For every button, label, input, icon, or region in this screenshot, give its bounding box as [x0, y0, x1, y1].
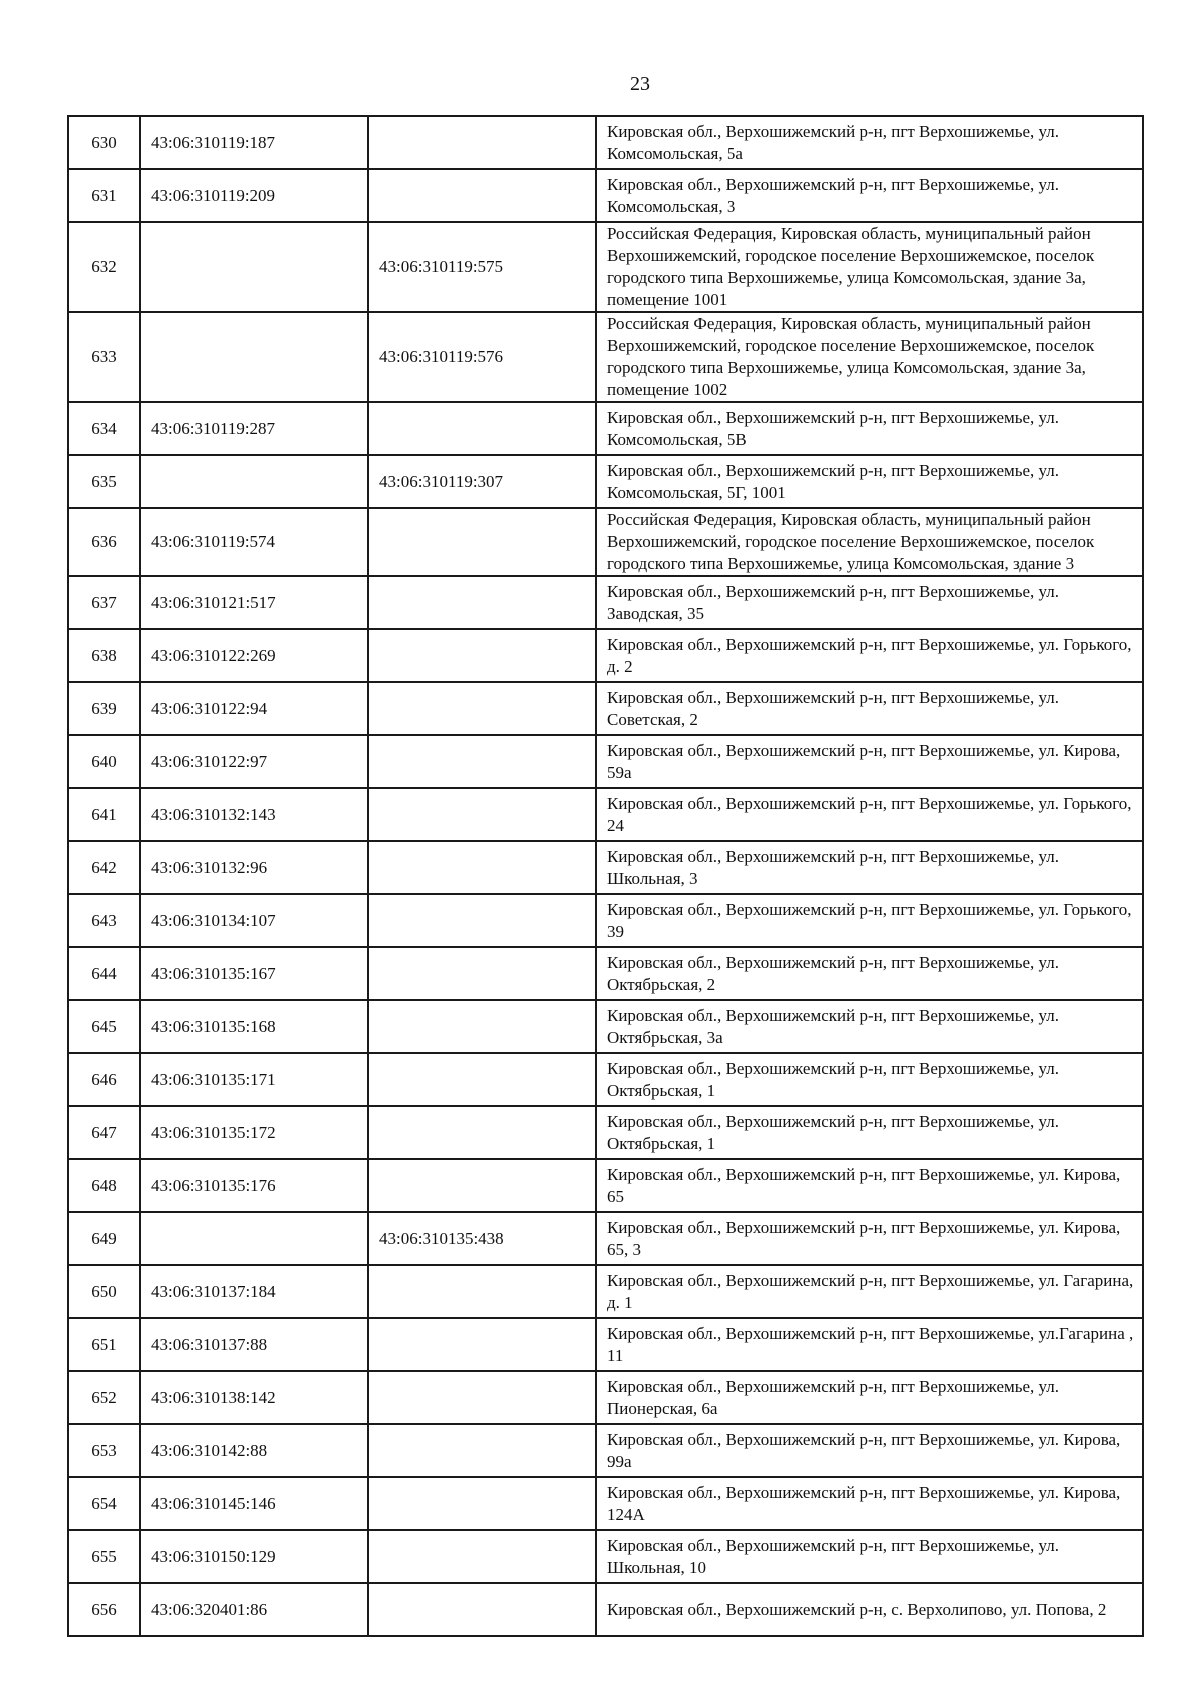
- row-number: 652: [68, 1371, 140, 1424]
- object-cadastral-number: [368, 894, 596, 947]
- page-number: 23: [630, 73, 650, 95]
- object-cadastral-number: [368, 788, 596, 841]
- table-row: [68, 576, 1143, 629]
- land-cadastral-number: 43:06:310138:142: [140, 1371, 368, 1424]
- table-row: [68, 1371, 1143, 1424]
- row-number: 644: [68, 947, 140, 1000]
- object-cadastral-number: [368, 402, 596, 455]
- row-number: 633: [68, 312, 140, 402]
- address-cell: Кировская обл., Верхошижемский р-н, пгт Верхошижемье, ул. Горького, д. 2: [596, 629, 1143, 682]
- table-row: [68, 1318, 1143, 1371]
- address-cell: Российская Федерация, Кировская область, муниципальный район Верхошижемский, городское поселение Верхошижемское, поселок городского типа Верхошижемье, улица Комсомольская, здание 3а, помещение 1001: [596, 222, 1143, 312]
- table-row: [68, 508, 1143, 576]
- land-cadastral-number: 43:06:310137:184: [140, 1265, 368, 1318]
- object-cadastral-number: [368, 169, 596, 222]
- row-number: 645: [68, 1000, 140, 1053]
- table-row: [68, 629, 1143, 682]
- table-row: [68, 1212, 1143, 1265]
- object-cadastral-number: [368, 1000, 596, 1053]
- row-number: 636: [68, 508, 140, 576]
- address-cell: Кировская обл., Верхошижемский р-н, пгт Верхошижемье, ул. Октябрьская, 1: [596, 1053, 1143, 1106]
- table-row: [68, 1477, 1143, 1530]
- land-cadastral-number: 43:06:310134:107: [140, 894, 368, 947]
- row-number: 635: [68, 455, 140, 508]
- land-cadastral-number: 43:06:310135:176: [140, 1159, 368, 1212]
- row-number: 639: [68, 682, 140, 735]
- registry-table-body: [68, 116, 1143, 1636]
- row-number: 631: [68, 169, 140, 222]
- object-cadastral-number: [368, 735, 596, 788]
- land-cadastral-number: 43:06:310132:96: [140, 841, 368, 894]
- land-cadastral-number: 43:06:310137:88: [140, 1318, 368, 1371]
- address-cell: Кировская обл., Верхошижемский р-н, пгт Верхошижемье, ул. Октябрьская, 1: [596, 1106, 1143, 1159]
- object-cadastral-number: [368, 682, 596, 735]
- row-number: 638: [68, 629, 140, 682]
- object-cadastral-number: [368, 1106, 596, 1159]
- row-number: 634: [68, 402, 140, 455]
- object-cadastral-number: [368, 1159, 596, 1212]
- land-cadastral-number: 43:06:310150:129: [140, 1530, 368, 1583]
- row-number: 651: [68, 1318, 140, 1371]
- row-number: 642: [68, 841, 140, 894]
- address-cell: Кировская обл., Верхошижемский р-н, пгт Верхошижемье, ул. Советская, 2: [596, 682, 1143, 735]
- address-cell: Кировская обл., Верхошижемский р-н, пгт Верхошижемье, ул. Октябрьская, 2: [596, 947, 1143, 1000]
- address-cell: Кировская обл., Верхошижемский р-н, пгт Верхошижемье, ул. Октябрьская, 3а: [596, 1000, 1143, 1053]
- land-cadastral-number: 43:06:310119:209: [140, 169, 368, 222]
- row-number: 656: [68, 1583, 140, 1636]
- address-cell: Кировская обл., Верхошижемский р-н, пгт Верхошижемье, ул. Заводская, 35: [596, 576, 1143, 629]
- land-cadastral-number: 43:06:310132:143: [140, 788, 368, 841]
- row-number: 641: [68, 788, 140, 841]
- land-cadastral-number: 43:06:310135:171: [140, 1053, 368, 1106]
- land-cadastral-number: 43:06:310122:269: [140, 629, 368, 682]
- address-cell: Российская Федерация, Кировская область, муниципальный район Верхошижемский, городское поселение Верхошижемское, поселок городского типа Верхошижемье, улица Комсомольская, здание 3: [596, 508, 1143, 576]
- object-cadastral-number: [368, 576, 596, 629]
- table-row: [68, 1000, 1143, 1053]
- row-number: 655: [68, 1530, 140, 1583]
- table-row: [68, 788, 1143, 841]
- address-cell: Кировская обл., Верхошижемский р-н, пгт Верхошижемье, ул. Школьная, 3: [596, 841, 1143, 894]
- table-row: [68, 1583, 1143, 1636]
- registry-table: [67, 115, 1144, 1637]
- land-cadastral-number: 43:06:310119:287: [140, 402, 368, 455]
- land-cadastral-number: 43:06:310119:574: [140, 508, 368, 576]
- address-cell: Российская Федерация, Кировская область, муниципальный район Верхошижемский, городское поселение Верхошижемское, поселок городского типа Верхошижемье, улица Комсомольская, здание 3а, помещение 1002: [596, 312, 1143, 402]
- land-cadastral-number: [140, 1212, 368, 1265]
- table-row: [68, 222, 1143, 312]
- row-number: 632: [68, 222, 140, 312]
- object-cadastral-number: [368, 629, 596, 682]
- object-cadastral-number: [368, 1530, 596, 1583]
- table-row: [68, 169, 1143, 222]
- object-cadastral-number: 43:06:310119:575: [368, 222, 596, 312]
- table-row: [68, 1159, 1143, 1212]
- land-cadastral-number: 43:06:320401:86: [140, 1583, 368, 1636]
- land-cadastral-number: 43:06:310122:94: [140, 682, 368, 735]
- row-number: 648: [68, 1159, 140, 1212]
- land-cadastral-number: 43:06:310121:517: [140, 576, 368, 629]
- table-row: [68, 894, 1143, 947]
- object-cadastral-number: 43:06:310119:576: [368, 312, 596, 402]
- land-cadastral-number: 43:06:310145:146: [140, 1477, 368, 1530]
- object-cadastral-number: [368, 1318, 596, 1371]
- address-cell: Кировская обл., Верхошижемский р-н, пгт Верхошижемье, ул. Комсомольская, 5а: [596, 116, 1143, 169]
- table-row: [68, 841, 1143, 894]
- land-cadastral-number: 43:06:310142:88: [140, 1424, 368, 1477]
- land-cadastral-number: 43:06:310135:168: [140, 1000, 368, 1053]
- table-row: [68, 1265, 1143, 1318]
- address-cell: Кировская обл., Верхошижемский р-н, с. Верхолипово, ул. Попова, 2: [596, 1583, 1143, 1636]
- object-cadastral-number: [368, 1265, 596, 1318]
- address-cell: Кировская обл., Верхошижемский р-н, пгт Верхошижемье, ул. Гагарина, д. 1: [596, 1265, 1143, 1318]
- object-cadastral-number: [368, 1583, 596, 1636]
- row-number: 653: [68, 1424, 140, 1477]
- object-cadastral-number: [368, 508, 596, 576]
- address-cell: Кировская обл., Верхошижемский р-н, пгт Верхошижемье, ул. Кирова, 65, 3: [596, 1212, 1143, 1265]
- row-number: 637: [68, 576, 140, 629]
- address-cell: Кировская обл., Верхошижемский р-н, пгт Верхошижемье, ул.Гагарина , 11: [596, 1318, 1143, 1371]
- address-cell: Кировская обл., Верхошижемский р-н, пгт Верхошижемье, ул. Кирова, 65: [596, 1159, 1143, 1212]
- row-number: 646: [68, 1053, 140, 1106]
- land-cadastral-number: [140, 455, 368, 508]
- table-row: [68, 312, 1143, 402]
- land-cadastral-number: 43:06:310135:172: [140, 1106, 368, 1159]
- table-row: [68, 402, 1143, 455]
- address-cell: Кировская обл., Верхошижемский р-н, пгт Верхошижемье, ул. Кирова, 124А: [596, 1477, 1143, 1530]
- table-row: [68, 1053, 1143, 1106]
- address-cell: Кировская обл., Верхошижемский р-н, пгт Верхошижемье, ул. Комсомольская, 5В: [596, 402, 1143, 455]
- land-cadastral-number: [140, 222, 368, 312]
- object-cadastral-number: [368, 116, 596, 169]
- row-number: 654: [68, 1477, 140, 1530]
- land-cadastral-number: 43:06:310119:187: [140, 116, 368, 169]
- object-cadastral-number: [368, 1477, 596, 1530]
- address-cell: Кировская обл., Верхошижемский р-н, пгт Верхошижемье, ул. Комсомольская, 5Г, 1001: [596, 455, 1143, 508]
- table-row: [68, 1424, 1143, 1477]
- table-row: [68, 735, 1143, 788]
- row-number: 640: [68, 735, 140, 788]
- address-cell: Кировская обл., Верхошижемский р-н, пгт Верхошижемье, ул. Горького, 24: [596, 788, 1143, 841]
- address-cell: Кировская обл., Верхошижемский р-н, пгт Верхошижемье, ул. Кирова, 99а: [596, 1424, 1143, 1477]
- row-number: 649: [68, 1212, 140, 1265]
- address-cell: Кировская обл., Верхошижемский р-н, пгт Верхошижемье, ул. Пионерская, 6а: [596, 1371, 1143, 1424]
- row-number: 650: [68, 1265, 140, 1318]
- table-row: [68, 455, 1143, 508]
- table-row: [68, 1530, 1143, 1583]
- land-cadastral-number: 43:06:310122:97: [140, 735, 368, 788]
- object-cadastral-number: [368, 1053, 596, 1106]
- address-cell: Кировская обл., Верхошижемский р-н, пгт Верхошижемье, ул. Кирова, 59а: [596, 735, 1143, 788]
- object-cadastral-number: [368, 1371, 596, 1424]
- address-cell: Кировская обл., Верхошижемский р-н, пгт Верхошижемье, ул. Горького, 39: [596, 894, 1143, 947]
- row-number: 643: [68, 894, 140, 947]
- land-cadastral-number: [140, 312, 368, 402]
- object-cadastral-number: [368, 1424, 596, 1477]
- table-row: [68, 947, 1143, 1000]
- table-row: [68, 116, 1143, 169]
- land-cadastral-number: 43:06:310135:167: [140, 947, 368, 1000]
- table-row: [68, 1106, 1143, 1159]
- row-number: 630: [68, 116, 140, 169]
- object-cadastral-number: 43:06:310135:438: [368, 1212, 596, 1265]
- table-row: [68, 682, 1143, 735]
- address-cell: Кировская обл., Верхошижемский р-н, пгт Верхошижемье, ул. Школьная, 10: [596, 1530, 1143, 1583]
- address-cell: Кировская обл., Верхошижемский р-н, пгт Верхошижемье, ул. Комсомольская, 3: [596, 169, 1143, 222]
- object-cadastral-number: 43:06:310119:307: [368, 455, 596, 508]
- object-cadastral-number: [368, 841, 596, 894]
- row-number: 647: [68, 1106, 140, 1159]
- object-cadastral-number: [368, 947, 596, 1000]
